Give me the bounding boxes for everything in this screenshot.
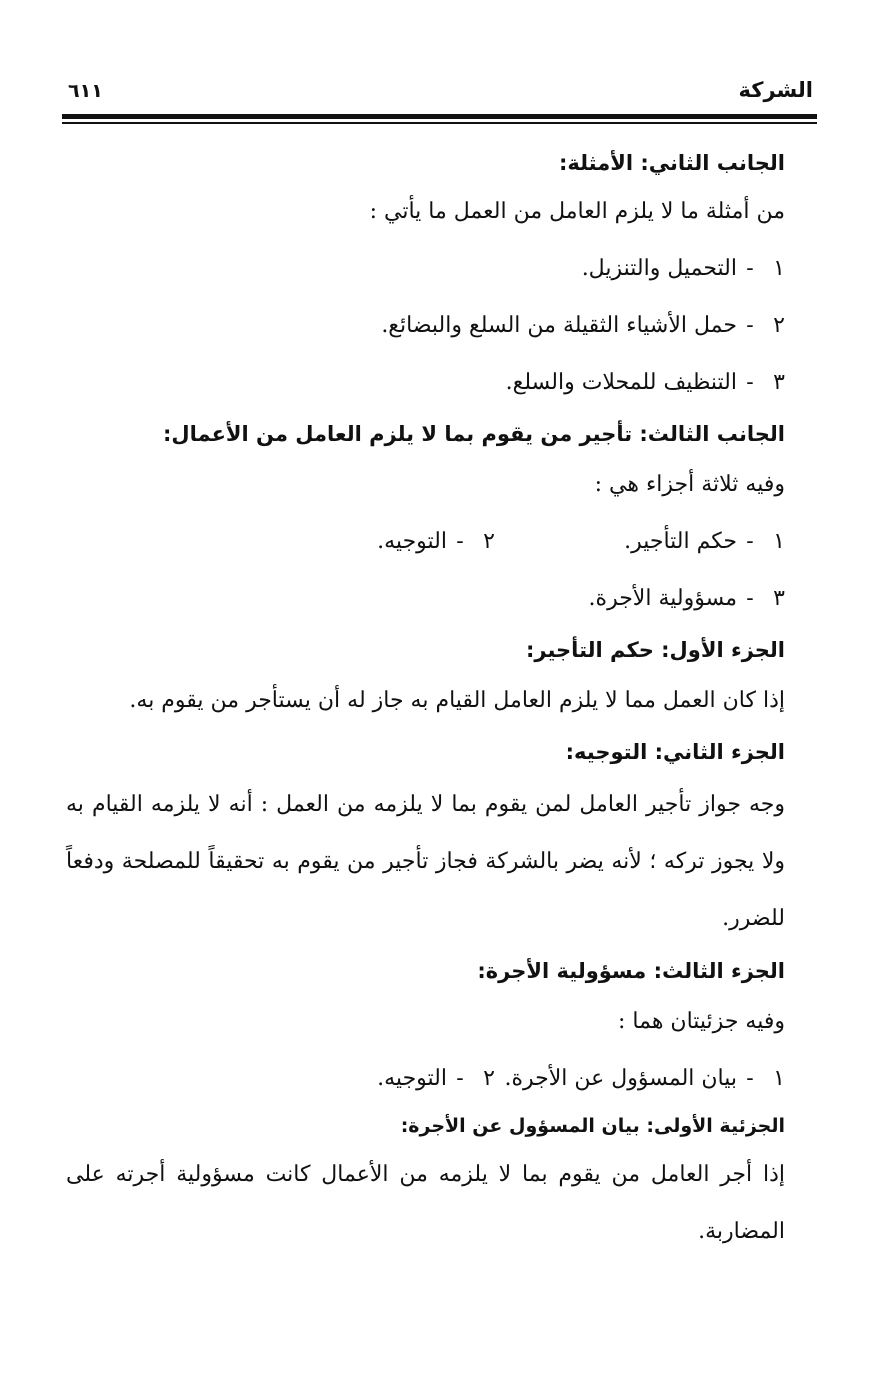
part-item-2: ٢-التوجيه. [377,527,495,557]
item-number: ١ [773,256,785,281]
chapter-title: الشركة [738,78,813,102]
third-intro: وفيه ثلاثة أجزاء هي : [594,472,785,497]
heading-part-2: الجزء الثاني: التوجيه: [565,740,785,764]
part-item-1: ١-حكم التأجير. [495,527,785,557]
heading-part-3: الجزء الثالث: مسؤولية الأجرة: [477,959,785,983]
subpart-item-1: ١-بيان المسؤول عن الأجرة. [495,1064,785,1094]
header-rule-thick [62,114,817,119]
heading-subpart-1: الجزئية الأولى: بيان المسؤول عن الأجرة: [400,1115,785,1137]
item-text: مسؤولية الأجرة. [588,586,737,611]
item-text: التوجيه. [377,1066,447,1091]
item-text: التوجيه. [377,529,447,554]
running-header [62,74,813,110]
page-content [66,148,785,1260]
part-2-text: وجه جواز تأجير العامل لمن يقوم بما لا يلزمه من العمل : أنه لا يلزمه القيام به ولا يجوز تركه ؛ لأنه يضر بالشركة فجاز تأجير من يقوم به تحقيقاً للمصلحة ودفعاً للضرر. [66,792,785,931]
subparts-row [66,1064,785,1094]
heading-part-1: الجزء الأول: حكم التأجير: [526,638,785,662]
part-3-intro: وفيه جزئيتان هما : [618,1009,785,1034]
example-item-3: ٣-التنظيف للمحلات والسلع. [66,368,785,398]
item-number: ٢ [773,313,785,338]
example-item-1: ١-التحميل والتنزيل. [66,254,785,284]
examples-intro: من أمثلة ما لا يلزم العامل من العمل ما يأتي : [369,199,785,224]
part-1-text: إذا كان العمل مما لا يلزم العامل القيام به جاز له أن يستأجر من يقوم به. [129,688,785,713]
item-text: التنظيف للمحلات والسلع. [505,370,737,395]
parts-row-1 [66,527,785,557]
header-rule-thin [62,122,817,124]
item-text: التحميل والتنزيل. [581,256,737,281]
heading-third-aspect: الجانب الثالث: تأجير من يقوم بما لا يلزم العامل من الأعمال: [162,422,785,446]
item-number: ١ [773,529,785,554]
item-number: ٣ [773,370,785,395]
subpart-item-2: ٢-التوجيه. [377,1064,495,1094]
item-number: ٣ [773,586,785,611]
page-number: ٦١١ [68,80,103,102]
example-item-2: ٢-حمل الأشياء الثقيلة من السلع والبضائع. [66,311,785,341]
heading-examples: الجانب الثاني: الأمثلة: [558,151,785,175]
item-number: ٢ [483,529,495,554]
item-text: حمل الأشياء الثقيلة من السلع والبضائع. [381,313,737,338]
item-text: حكم التأجير. [624,529,737,554]
item-number: ٢ [483,1066,495,1091]
item-number: ١ [773,1066,785,1091]
item-text: بيان المسؤول عن الأجرة. [504,1066,737,1091]
subpart-1-text: إذا أجر العامل من يقوم بما لا يلزمه من الأعمال كانت مسؤولية أجرته على المضاربة. [66,1162,785,1244]
part-item-3: ٣-مسؤولية الأجرة. [66,584,785,614]
